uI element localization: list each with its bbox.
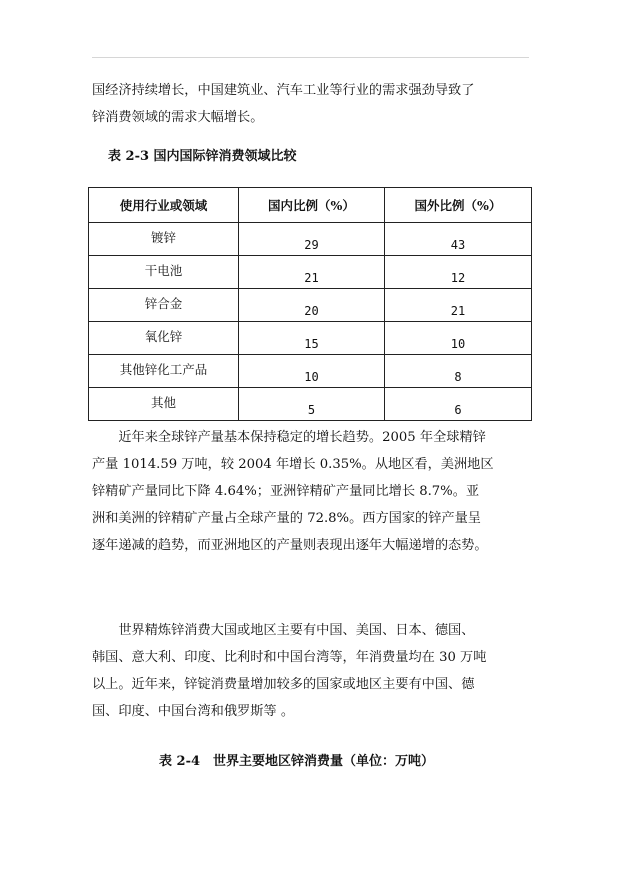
- table-row: [89, 289, 532, 322]
- header-rule: [92, 57, 529, 58]
- cell-field: 镀锌: [89, 223, 239, 256]
- text-line: 锌消费领域的需求大幅增长。: [92, 110, 264, 125]
- text-line: 洲和美洲的锌精矿产量占全球产量的 72.8%。西方国家的锌产量呈: [92, 511, 481, 526]
- cell-foreign: 43: [385, 223, 532, 256]
- cell-foreign: 8: [385, 355, 532, 388]
- header-domestic: 国内比例（%）: [239, 188, 385, 223]
- text-line: 国经济持续增长，中国建筑业、汽车工业等行业的需求强劲导致了: [92, 83, 475, 98]
- header-field: 使用行业或领域: [89, 188, 239, 223]
- table-row: [89, 322, 532, 355]
- table-row: [89, 355, 532, 388]
- text-line: 逐年递减的趋势，而亚洲地区的产量则表现出逐年大幅递增的态势。: [92, 538, 488, 553]
- intro-paragraph: [92, 77, 532, 131]
- cell-field: 锌合金: [89, 289, 239, 322]
- text-line: 近年来全球锌产量基本保持稳定的增长趋势。2005 年全球精锌: [92, 430, 486, 445]
- cell-foreign: 6: [385, 388, 532, 421]
- cell-field: 氧化锌: [89, 322, 239, 355]
- cell-foreign: 12: [385, 256, 532, 289]
- cell-domestic: 20: [239, 289, 385, 322]
- text-line: 产量 1014.59 万吨，较 2004 年增长 0.35%。从地区看，美洲地区: [92, 457, 494, 472]
- cell-domestic: 15: [239, 322, 385, 355]
- table-row: [89, 256, 532, 289]
- text-line: 世界精炼锌消费大国或地区主要有中国、美国、日本、德国、: [92, 623, 475, 638]
- production-trend-paragraph: [92, 424, 532, 559]
- cell-domestic: 21: [239, 256, 385, 289]
- table-row: [89, 223, 532, 256]
- cell-domestic: 5: [239, 388, 385, 421]
- cell-field: 干电池: [89, 256, 239, 289]
- text-line: 韩国、意大利、印度、比利时和中国台湾等，年消费量均在 30 万吨: [92, 650, 487, 665]
- zinc-consumption-comparison-table: [88, 187, 532, 421]
- cell-domestic: 10: [239, 355, 385, 388]
- header-foreign: 国外比例（%）: [385, 188, 532, 223]
- cell-foreign: 10: [385, 322, 532, 355]
- text-line: 国、印度、中国台湾和俄罗斯等 。: [92, 704, 295, 719]
- text-line: 以上。近年来，锌锭消费量增加较多的国家或地区主要有中国、德: [92, 677, 475, 692]
- table-header-row: [89, 188, 532, 223]
- table-2-3-caption: 表 2-3 国内国际锌消费领域比较: [108, 149, 297, 164]
- cell-field: 其他锌化工产品: [89, 355, 239, 388]
- cell-foreign: 21: [385, 289, 532, 322]
- cell-domestic: 29: [239, 223, 385, 256]
- cell-field: 其他: [89, 388, 239, 421]
- table-row: [89, 388, 532, 421]
- table-2-4-caption: 表 2-4 世界主要地区锌消费量（单位：万吨）: [159, 754, 435, 769]
- consumption-regions-paragraph: [92, 617, 532, 725]
- text-line: 锌精矿产量同比下降 4.64%；亚洲锌精矿产量同比增长 8.7%。亚: [92, 484, 480, 499]
